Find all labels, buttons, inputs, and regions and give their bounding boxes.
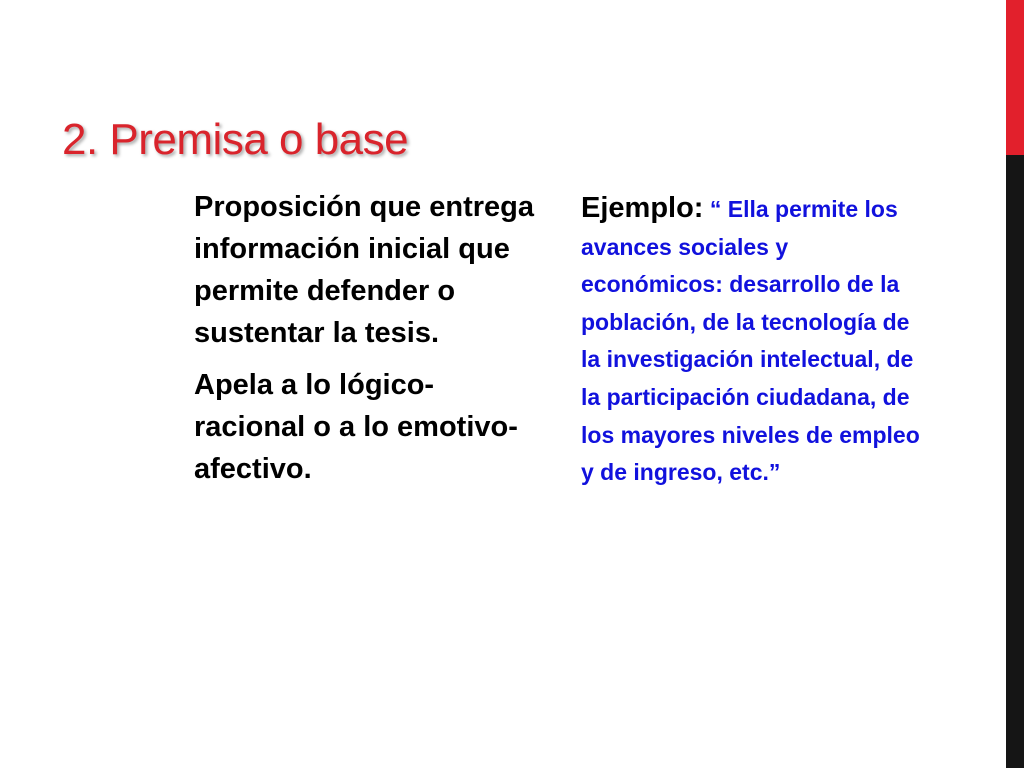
slide-title: 2. Premisa o base [62,115,409,164]
example-paragraph [581,190,931,492]
definition-column [194,186,539,500]
definition-paragraph: Proposición que entrega información inicial que permite defender o sustentar la tesis. [194,191,534,349]
example-label: Ejemplo: [581,192,704,224]
accent-bar-black [1006,155,1024,768]
accent-bar-red [1006,0,1024,155]
example-column [581,190,931,492]
appeal-paragraph: Apela a lo lógico-racional o a lo emotivo-afectivo. [194,369,518,485]
example-quote: “ Ella permite los avances sociales y económicos: desarrollo de la población, de la tecnología de la investigación intelectual, de la participación ciudadana, de los mayores niveles de empleo y de ingreso, etc.” [581,196,920,486]
